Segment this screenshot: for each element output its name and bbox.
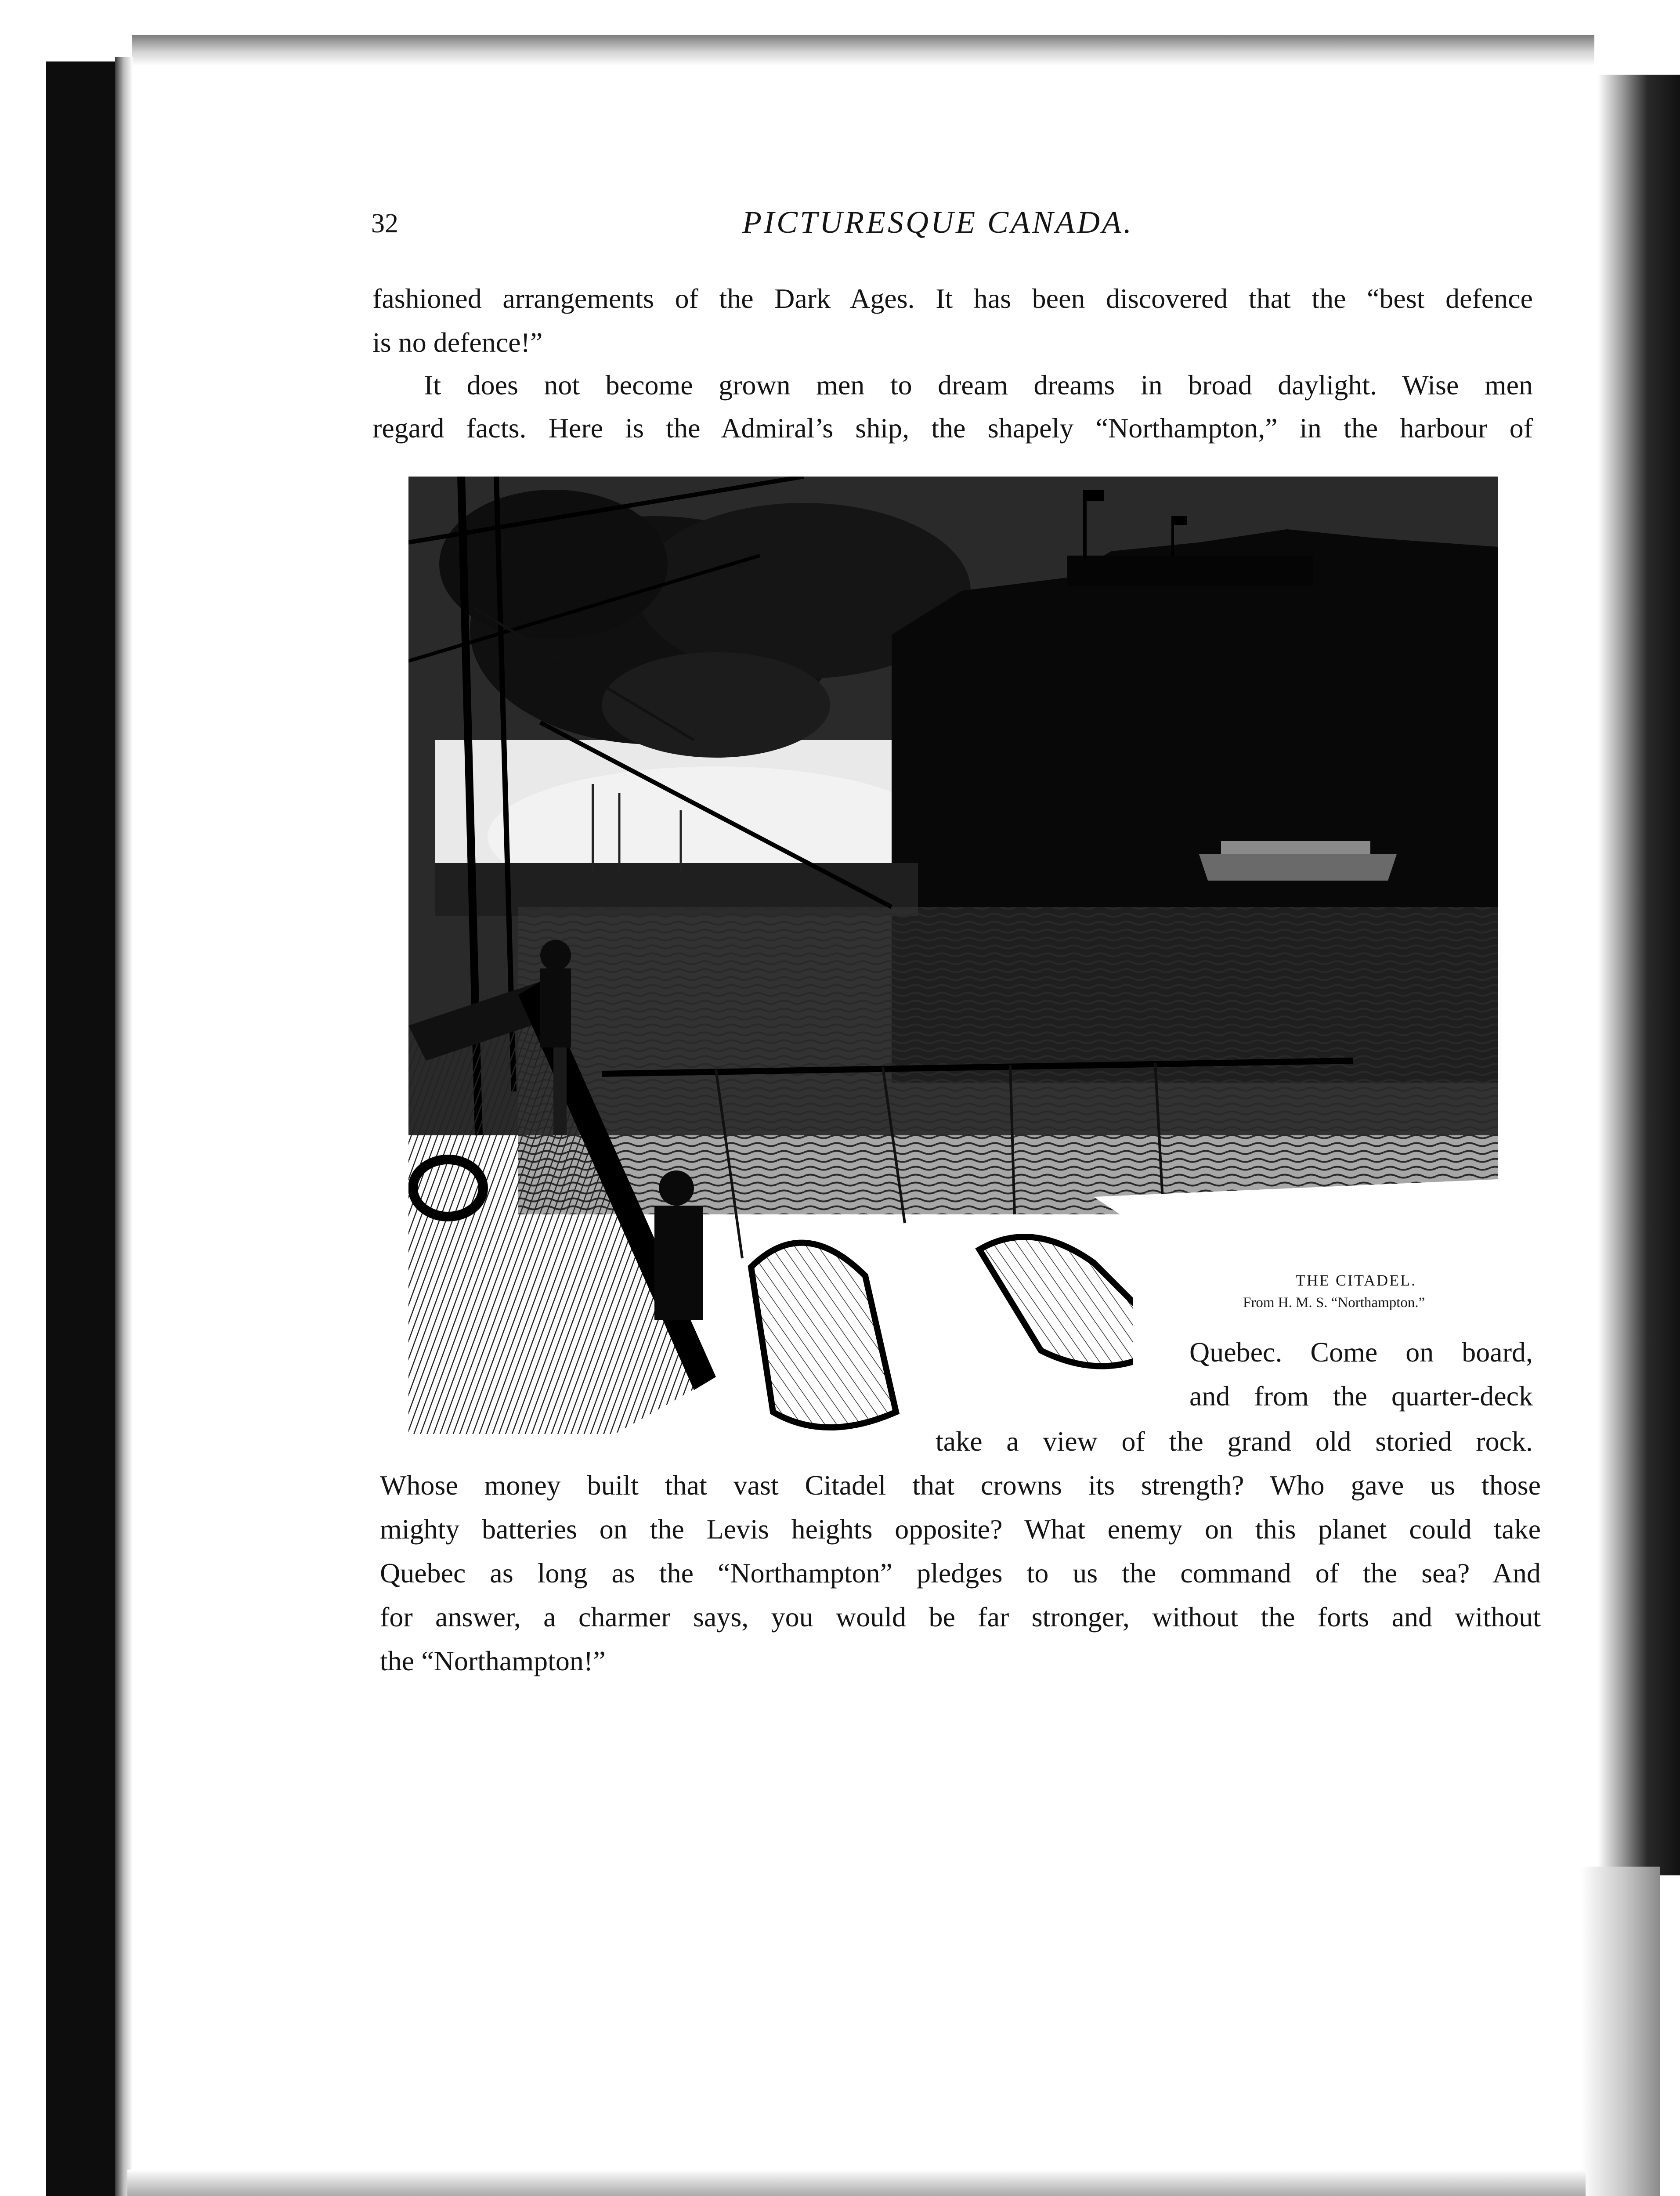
scan-top-edge bbox=[132, 35, 1594, 66]
wrap-line-3: take a view of the grand old storied rock. bbox=[936, 1426, 1533, 1457]
spine-gradient bbox=[115, 57, 133, 2196]
illustration-caption-title: THE CITADEL. bbox=[1296, 1271, 1417, 1289]
running-title: PICTURESQUE CANADA. bbox=[742, 205, 1134, 240]
text-line-8: for answer, a charmer says, you would be far stronger, without the forts and without bbox=[380, 1601, 1541, 1633]
illustration-caption-source: From H. M. S. “Northampton.” bbox=[1243, 1295, 1425, 1311]
scan-right-edge bbox=[1598, 75, 1680, 1875]
citadel-engraving bbox=[408, 477, 1498, 1434]
text-line-6: mighty batteries on the Levis heights opposite? What enemy on this planet could take bbox=[380, 1513, 1541, 1545]
wrap-line-2: and from the quarter-deck bbox=[1189, 1380, 1533, 1412]
text-line-4: regard facts. Here is the Admiral’s ship, the shapely “Northampton,” in the harbour of bbox=[372, 412, 1533, 444]
page-number: 32 bbox=[371, 209, 398, 238]
text-line-1: fashioned arrangements of the Dark Ages. It has been discovered that the “best defence bbox=[372, 283, 1533, 314]
text-line-2: is no defence!” bbox=[372, 327, 543, 358]
text-line-9: the “Northampton!” bbox=[380, 1645, 606, 1676]
text-line-5: Whose money built that vast Citadel that crowns its strength? Who gave us those bbox=[380, 1470, 1541, 1501]
text-line-3: It does not become grown men to dream dreams in broad daylight. Wise men bbox=[424, 369, 1533, 401]
book-spine-shadow bbox=[46, 61, 119, 2196]
scan-bottom-edge bbox=[127, 2170, 1586, 2196]
wrap-line-1: Quebec. Come on board, bbox=[1189, 1336, 1533, 1368]
text-line-7: Quebec as long as the “Northampton” pledges to us the command of the sea? And bbox=[380, 1557, 1541, 1589]
scan-right-edge-lower bbox=[1581, 1867, 1660, 2196]
